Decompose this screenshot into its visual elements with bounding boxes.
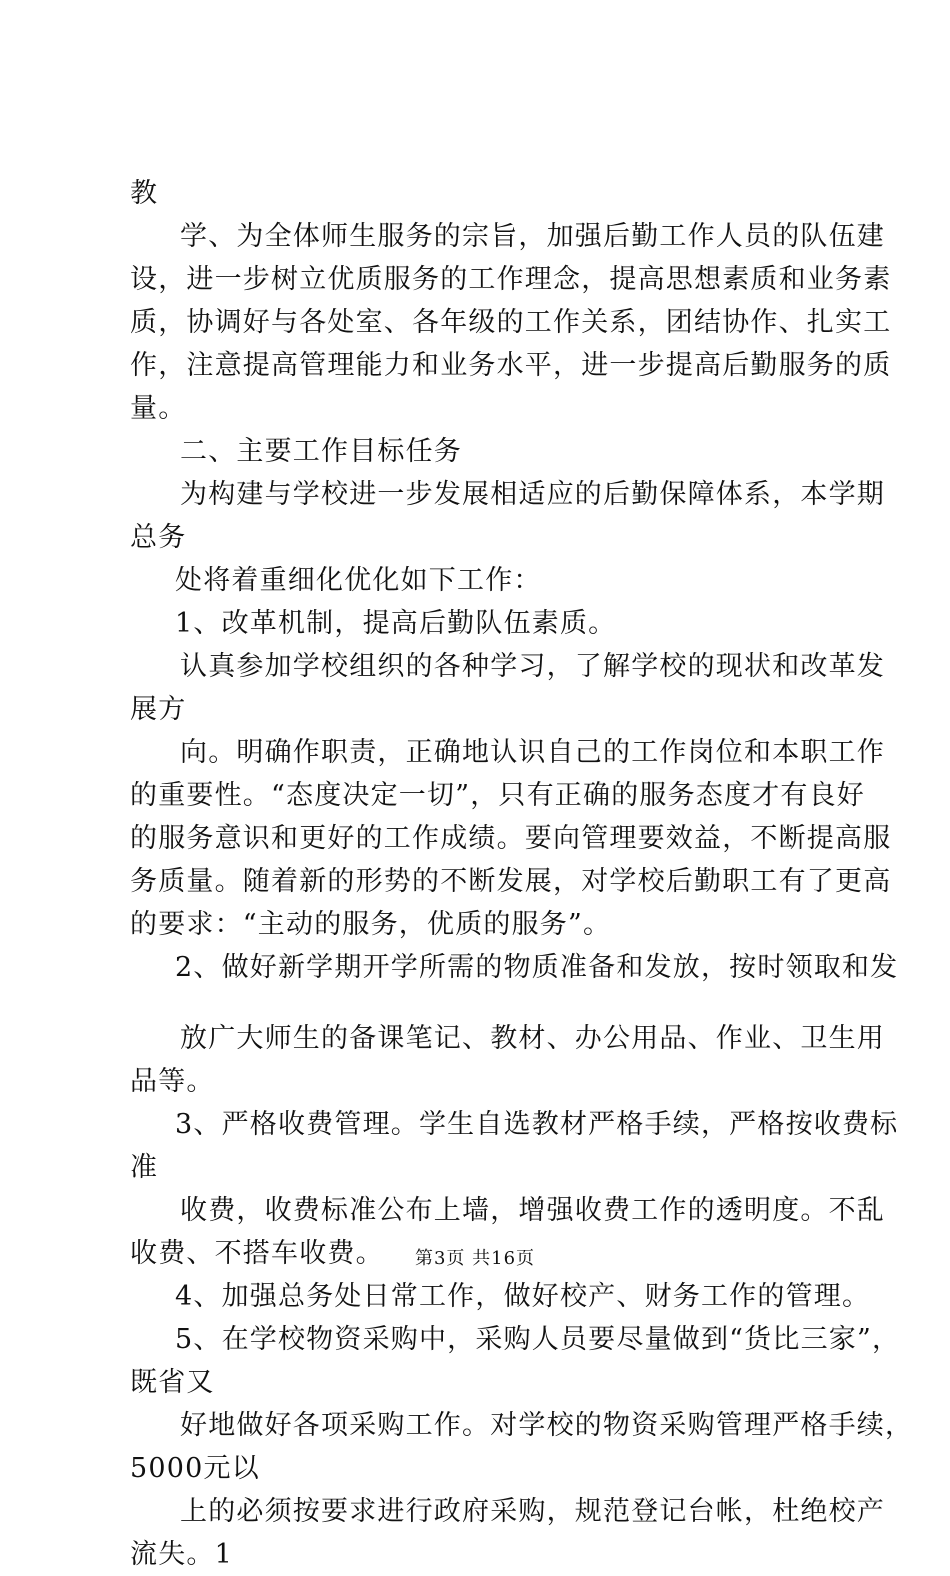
page-number-footer: 第3页 共16页 <box>414 1248 536 1269</box>
text-line: 3、严格收费管理。学生自选教材严格手续，严格按收费标 <box>175 1109 899 1140</box>
text-line: 1、改革机制，提高后勤队伍素质。 <box>175 608 617 639</box>
text-line: 4、加强总务处日常工作，做好校产、财务工作的管理。 <box>175 1281 871 1312</box>
text-line: 设，进一步树立优质服务的工作理念，提高思想素质和业务素 <box>130 264 892 295</box>
text-line: 处将着重细化优化如下工作： <box>175 565 542 596</box>
text-line: 收费，收费标准公布上墙，增强收费工作的透明度。不乱 <box>180 1195 885 1226</box>
text-line: 既省又 <box>130 1367 215 1398</box>
text-line: 质，协调好与各处室、各年级的工作关系，团结协作、扎实工 <box>130 307 892 338</box>
text-line: 学、为全体师生服务的宗旨，加强后勤工作人员的队伍建 <box>180 221 885 252</box>
text-line: 为构建与学校进一步发展相适应的后勤保障体系，本学期 <box>180 479 885 510</box>
text-line: 好地做好各项采购工作。对学校的物资采购管理严格手续， <box>180 1410 914 1441</box>
text-line: 5000元以 <box>130 1453 260 1484</box>
text-line: 总务 <box>130 522 187 553</box>
text-line: 收费、不搭车收费。 <box>130 1238 384 1269</box>
text-line: 务质量。随着新的形势的不断发展，对学校后勤职工有了更高 <box>130 866 892 897</box>
text-line: 上的必须按要求进行政府采购，规范登记台帐，杜绝校产 <box>180 1496 885 1527</box>
text-line: 的服务意识和更好的工作成绩。要向管理要效益，不断提高服 <box>130 823 892 854</box>
text-line: 展方 <box>130 694 187 725</box>
text-line: 品等。 <box>130 1066 215 1097</box>
text-line: 教 <box>130 178 159 209</box>
document-body <box>130 172 914 1576</box>
text-line: 流失。1 <box>130 1539 233 1570</box>
text-line: 准 <box>130 1152 159 1183</box>
text-line: 放广大师生的备课笔记、教材、办公用品、作业、卫生用 <box>180 1023 885 1054</box>
paragraph-gap <box>130 989 842 1017</box>
section-heading: 二、主要工作目标任务 <box>180 436 462 467</box>
text-line: 的要求：“主动的服务，优质的服务”。 <box>130 909 612 940</box>
text-line: 的重要性。“态度决定一切”，只有正确的服务态度才有良好 <box>130 780 866 811</box>
text-line: 5、在学校物资采购中，采购人员要尽量做到“货比三家”， <box>175 1324 901 1355</box>
text-line: 向。明确作职责，正确地认识自己的工作岗位和本职工作 <box>180 737 885 768</box>
text-line: 量。 <box>130 393 187 424</box>
text-line: 2、做好新学期开学所需的物质准备和发放，按时领取和发 <box>175 952 899 983</box>
text-line: 作，注意提高管理能力和业务水平，进一步提高后勤服务的质 <box>130 350 892 381</box>
text-line: 认真参加学校组织的各种学习，了解学校的现状和改革发 <box>180 651 885 682</box>
